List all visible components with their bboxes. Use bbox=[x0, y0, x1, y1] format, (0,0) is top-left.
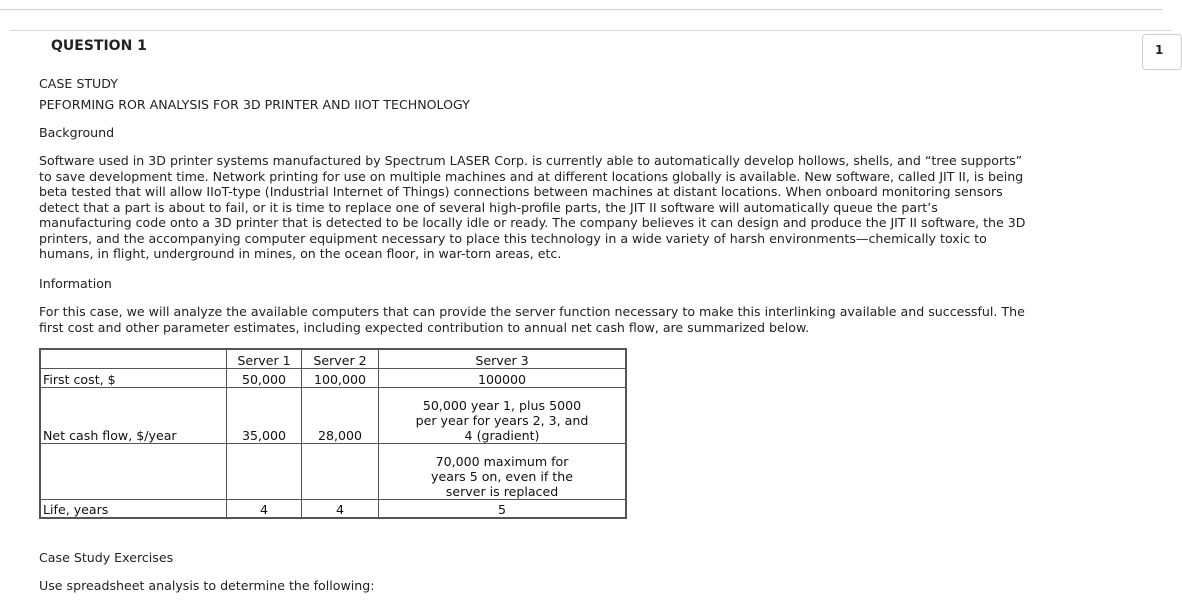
table-cell bbox=[302, 443, 379, 499]
table-cell bbox=[379, 387, 627, 443]
table-header-row bbox=[40, 349, 626, 368]
table-cell: 50,000 bbox=[227, 368, 302, 387]
points-indicator: 1 bbox=[1142, 34, 1182, 70]
table-header-cell: Server 1 bbox=[227, 349, 302, 368]
server-comparison-table bbox=[39, 348, 627, 519]
table-row bbox=[40, 443, 626, 499]
table-row bbox=[40, 499, 626, 518]
table-cell bbox=[227, 443, 302, 499]
top-divider bbox=[0, 9, 1162, 10]
table-cell bbox=[379, 443, 627, 499]
table-row bbox=[40, 387, 626, 443]
table-cell: 4 bbox=[227, 499, 302, 518]
table-cell: 5 bbox=[379, 499, 627, 518]
table-cell: 4 bbox=[302, 499, 379, 518]
case-title: PEFORMING ROR ANALYSIS FOR 3D PRINTER AND IIOT TECHNOLOGY bbox=[39, 97, 470, 112]
row-label: First cost, $ bbox=[40, 368, 227, 387]
table-header-cell: Server 3 bbox=[379, 349, 627, 368]
table-cell: 28,000 bbox=[302, 387, 379, 443]
question-title: QUESTION 1 bbox=[51, 38, 147, 54]
case-study-heading: CASE STUDY bbox=[39, 76, 118, 91]
background-heading: Background bbox=[39, 125, 115, 140]
information-paragraph: For this case, we will analyze the available computers that can provide the server function necessary to make this interlinking available and successful. The first cost and other parameter estimates, including expected contribution to annual net cash flow, are summarized below. bbox=[39, 304, 1025, 335]
table-cell: 100000 bbox=[379, 368, 627, 387]
table-cell: 100,000 bbox=[302, 368, 379, 387]
table-cell: 35,000 bbox=[227, 387, 302, 443]
cell-text: 50,000 year 1, plus 5000 per year for years 2, 3, and 4 (gradient) bbox=[415, 397, 589, 443]
exercises-intro: Use spreadsheet analysis to determine the following: bbox=[39, 578, 375, 593]
background-paragraph: Software used in 3D printer systems manufactured by Spectrum LASER Corp. is currently able to automatically develop hollows, shells, and “tree supports” to save development time. Network printing for use on multiple machines and at different locations globally is available. New software, called JIT II, is being beta tested that will allow IIoT-type (Industrial Internet of Things) connections between machines at distant locations. When onboard monitoring sensors detect that a part is about to fail, or it is time to replace one of several high-profile parts, the JIT II software will automatically queue the part’s manufacturing code onto a 3D printer that is detected to be locally idle or ready. The company believes it can design and produce the JIT II software, the 3D printers, and the accompanying computer equipment necessary to place this technology in a wide variety of harsh environments—chemically toxic to humans, in flight, underground in mines, on the ocean floor, in war-torn areas, etc. bbox=[39, 153, 1026, 261]
information-heading: Information bbox=[39, 276, 112, 291]
row-label: Net cash flow, $/year bbox=[40, 387, 227, 443]
row-label bbox=[40, 443, 227, 499]
table-header-cell bbox=[40, 349, 227, 368]
cell-text: 70,000 maximum for years 5 on, even if the server is replaced bbox=[431, 453, 573, 499]
table-row bbox=[40, 368, 626, 387]
table-header-cell: Server 2 bbox=[302, 349, 379, 368]
exercises-heading: Case Study Exercises bbox=[39, 550, 174, 565]
row-label: Life, years bbox=[40, 499, 227, 518]
